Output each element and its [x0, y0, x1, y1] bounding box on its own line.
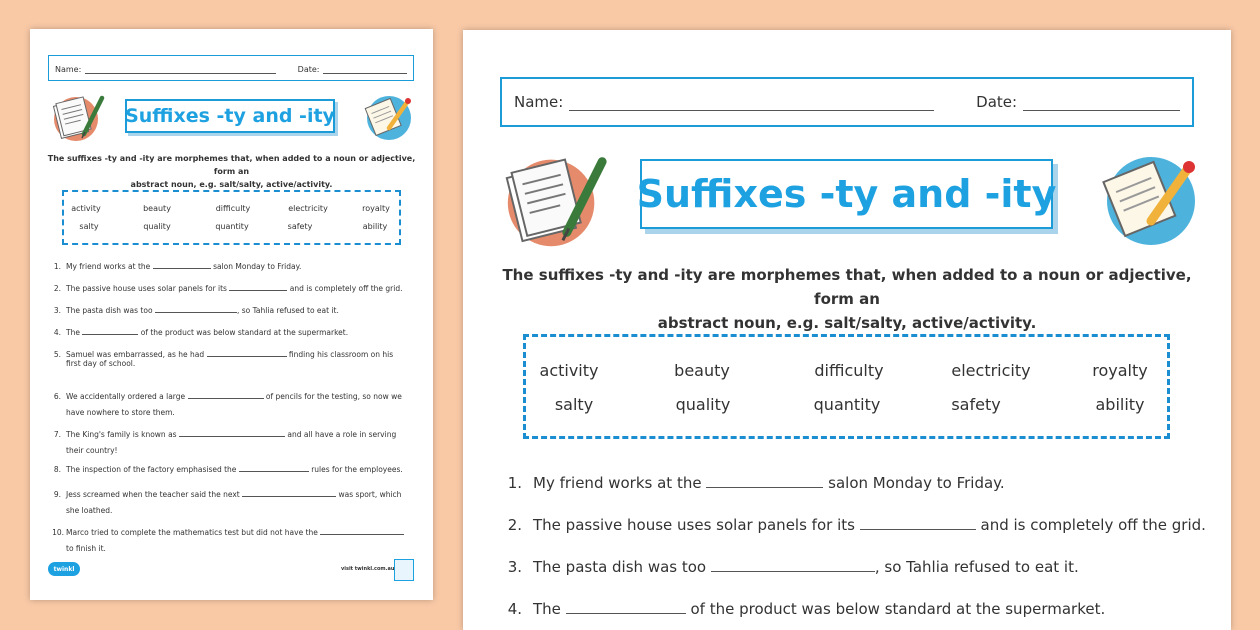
- question-item: 6. We accidentally ordered a large of pencils for the testing, so now we have nowhere to store them.: [53, 392, 402, 417]
- question-item: 1. My friend works at the salon Monday to Friday.: [53, 262, 302, 271]
- question-item: 9. Jess screamed when the teacher said the next was sport, which she loathed.: [53, 490, 402, 515]
- notepad-pencil-icon: [1093, 147, 1201, 251]
- intro-text: [44, 152, 419, 191]
- question-item: 4. The of the product was below standard at the supermarket.: [53, 328, 349, 337]
- word-bank-item: royalty: [1092, 361, 1148, 380]
- worksheet-thumbnail: [30, 29, 433, 600]
- worksheet-main: [463, 30, 1231, 630]
- question-item: 7. The King's family is known as and all have a role in serving their country!: [53, 430, 397, 455]
- word-bank-item: beauty: [143, 204, 171, 213]
- word-bank-item: salty: [554, 395, 594, 414]
- name-date-box: [500, 77, 1194, 127]
- question-item: 2. The passive house uses solar panels for its and is completely off the grid.: [507, 516, 1206, 534]
- word-bank-item: quantity: [215, 222, 249, 231]
- word-bank-item: quality: [143, 222, 171, 231]
- word-bank-item: activity: [539, 361, 599, 380]
- question-item: 3. The pasta dish was too , so Tahlia refused to eat it.: [507, 558, 1079, 576]
- word-bank: [523, 334, 1170, 439]
- name-line: [85, 73, 275, 74]
- word-bank-item: difficulty: [215, 204, 251, 213]
- intro-text: [483, 263, 1211, 335]
- word-bank-item: safety: [951, 395, 1001, 414]
- intro-line-1: The suffixes -ty and -ity are morphemes that, when added to a noun or adjective, form an: [502, 266, 1192, 308]
- worksheet-title-box: [125, 99, 335, 133]
- question-item: 4. The of the product was below standard at the supermarket.: [507, 600, 1106, 618]
- intro-line-1: The suffixes -ty and -ity are morphemes that, when added to a noun or adjective, form an: [47, 154, 416, 176]
- date-line: [1023, 110, 1180, 111]
- word-bank-item: quantity: [813, 395, 881, 414]
- word-bank-item: activity: [71, 204, 101, 213]
- footer-badge: [394, 559, 414, 581]
- word-bank-item: salty: [79, 222, 99, 231]
- name-label: Name:: [514, 93, 564, 111]
- notepad-pencil-icon: [360, 91, 414, 143]
- intro-line-2: abstract noun, e.g. salt/salty, active/activity.: [130, 180, 333, 189]
- question-item: 10. Marco tried to complete the mathematics test but did not have the to finish it.: [50, 525, 404, 557]
- word-bank-item: quality: [675, 395, 731, 414]
- question-item: 1. My friend works at the salon Monday to Friday.: [507, 474, 1005, 492]
- papers-quill-icon: [496, 147, 614, 251]
- word-bank-item: ability: [362, 222, 388, 231]
- word-bank: [62, 190, 401, 245]
- word-bank-item: beauty: [674, 361, 730, 380]
- intro-line-2: abstract noun, e.g. salt/salty, active/activity.: [657, 314, 1037, 332]
- papers-quill-icon: [48, 91, 108, 143]
- worksheet-title: Suffixes -ty and -ity: [125, 105, 335, 127]
- date-label: Date:: [976, 93, 1018, 111]
- question-item: 8. The inspection of the factory emphasised the rules for the employees.: [53, 465, 403, 474]
- word-bank-item: electricity: [288, 204, 328, 213]
- question-item: 3. The pasta dish was too , so Tahlia refused to eat it.: [53, 306, 339, 315]
- word-bank-item: safety: [287, 222, 313, 231]
- worksheet-title-box: [636, 159, 1057, 229]
- name-line: [569, 110, 934, 111]
- date-line: [323, 73, 407, 74]
- word-bank-item: royalty: [362, 204, 390, 213]
- question-item: 2. The passive house uses solar panels for its and is completely off the grid.: [53, 284, 403, 293]
- question-item: 5. Samuel was embarrassed, as he had finding his classroom on his first day of school.: [53, 350, 394, 368]
- word-bank-item: electricity: [951, 361, 1031, 380]
- name-label: Name:: [55, 65, 82, 74]
- date-label: Date:: [297, 65, 320, 74]
- twinkl-logo: twinkl: [48, 562, 80, 576]
- footer-website: visit twinkl.com.au: [341, 566, 395, 572]
- name-date-box: [48, 55, 414, 81]
- worksheet-title: Suffixes -ty and -ity: [636, 172, 1057, 216]
- word-bank-item: difficulty: [814, 361, 884, 380]
- word-bank-item: ability: [1095, 395, 1145, 414]
